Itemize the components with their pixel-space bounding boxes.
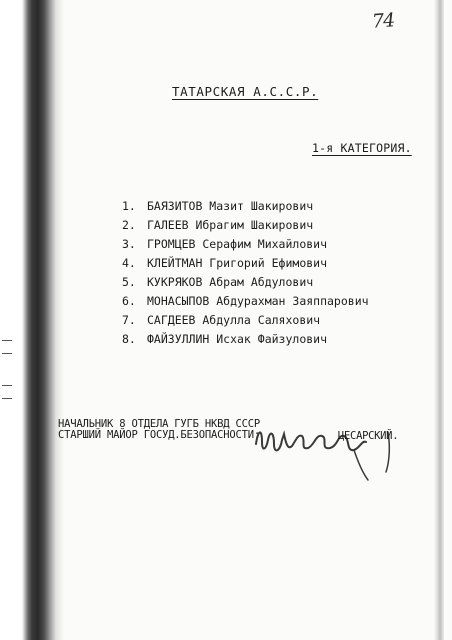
page-number: 74 <box>371 9 395 33</box>
signatory-surname: ЦЕСАРСКИЙ. <box>338 430 399 442</box>
list-item <box>122 215 369 234</box>
binding-tick <box>2 385 12 386</box>
item-name: МОНАСЫПОВ Абдурахман Заяппарович <box>147 293 369 308</box>
signature-position: НАЧАЛЬНИК 8 ОТДЕЛА ГУГБ НКВД СССР <box>58 418 261 430</box>
signature-rank: СТАРШИЙ МАЙОР ГОСУД.БЕЗОПАСНОСТИ: <box>58 429 261 441</box>
signature-tail <box>354 450 368 480</box>
item-name: ФАЙЗУЛЛИН Исхак Файзулович <box>147 331 328 346</box>
item-name: ГАЛЕЕВ Ибрагим Шакирович <box>147 217 314 232</box>
item-number: 8. <box>122 331 136 346</box>
item-name: САГДЕЕВ Абдулла Саляхович <box>147 312 321 327</box>
list-item <box>122 234 369 253</box>
binding-tick <box>2 340 12 341</box>
category-heading: 1-я КАТЕГОРИЯ. <box>312 141 412 155</box>
item-number: 1. <box>122 198 136 213</box>
page-edge <box>434 0 444 640</box>
item-number: 4. <box>122 255 136 270</box>
page-title: ТАТАРСКАЯ А.С.С.Р. <box>172 84 319 99</box>
item-number: 3. <box>122 236 136 251</box>
list-item <box>122 329 369 348</box>
item-name: КЛЕЙТМАН Григорий Ефимович <box>147 255 328 270</box>
binding-tick <box>2 353 12 354</box>
list-item <box>122 310 369 329</box>
handwritten-signature <box>250 410 400 490</box>
item-name: БАЯЗИТОВ Мазит Шакирович <box>147 198 314 213</box>
item-number: 5. <box>122 274 136 289</box>
item-name: ГРОМЦЕВ Серафим Михайлович <box>147 236 328 251</box>
signature-block <box>58 419 260 441</box>
name-list <box>122 196 369 348</box>
binding-strip <box>0 0 64 640</box>
item-number: 7. <box>122 312 136 327</box>
item-number: 2. <box>122 217 136 232</box>
list-item <box>122 196 369 215</box>
item-name: КУКРЯКОВ Абрам Абдулович <box>147 274 314 289</box>
list-item <box>122 272 369 291</box>
item-number: 6. <box>122 293 136 308</box>
list-item <box>122 291 369 310</box>
list-item <box>122 253 369 272</box>
binding-tick <box>2 398 12 399</box>
